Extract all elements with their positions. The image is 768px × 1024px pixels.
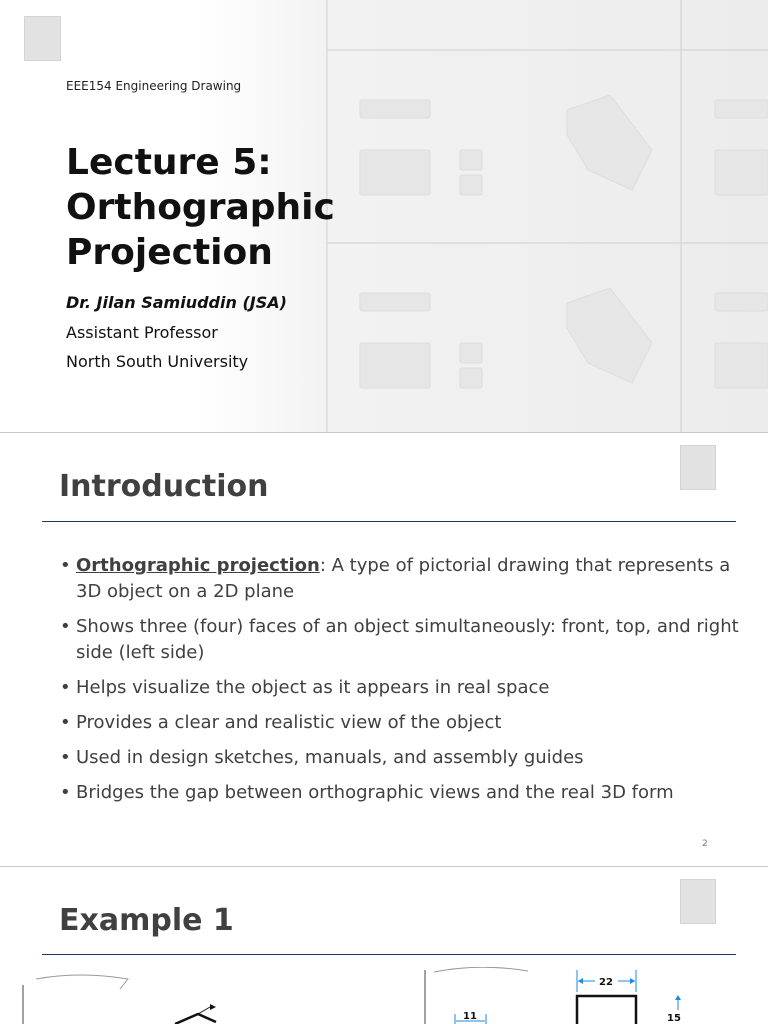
dimension-label-11: 11 <box>463 1011 477 1022</box>
example-slide <box>0 867 768 1024</box>
university-logo <box>680 879 716 924</box>
slide-heading: Example 1 <box>59 903 234 938</box>
author-university: North South University <box>66 352 249 371</box>
introduction-slide <box>0 433 768 866</box>
term-orthographic-projection: Orthographic projection <box>76 555 320 576</box>
lecture-title-line-1: Lecture 5: <box>66 142 272 183</box>
heading-rule <box>42 521 736 522</box>
university-logo <box>680 445 716 490</box>
bullet-item: • Helps visualize the object as it appears in real space <box>60 675 740 701</box>
isometric-object-figure <box>20 967 240 1024</box>
bullet-item: • Bridges the gap between orthographic views and the real 3D form <box>60 780 740 806</box>
orthographic-views-figure <box>420 967 700 1024</box>
bullet-item: • Provides a clear and realistic view of the object <box>60 710 740 736</box>
author-name: Dr. Jilan Samiuddin (JSA) <box>66 293 287 312</box>
bullet-text: : A type of pictorial drawing that represents a 3D object on a 2D plane <box>76 555 731 602</box>
course-name: EEE154 Engineering Drawing <box>66 79 242 93</box>
heading-rule <box>42 954 736 955</box>
bullet-item: • Shows three (four) faces of an object simultaneously: front, top, and right side (left side) <box>60 614 740 666</box>
dimension-label-15: 15 <box>667 1013 681 1024</box>
bullet-item <box>60 553 740 605</box>
bullet-item: • Used in design sketches, manuals, and assembly guides <box>60 745 740 771</box>
university-logo <box>24 16 61 61</box>
dimension-label-22: 22 <box>599 977 613 988</box>
bullet-list <box>60 553 740 815</box>
title-slide <box>0 0 768 432</box>
lecture-title-line-3: Projection <box>66 232 273 273</box>
slide-heading: Introduction <box>59 469 269 504</box>
lecture-title <box>66 140 366 275</box>
lecture-title-line-2: Orthographic <box>66 187 335 228</box>
author-role: Assistant Professor <box>66 323 218 342</box>
page-number: 2 <box>702 839 708 849</box>
